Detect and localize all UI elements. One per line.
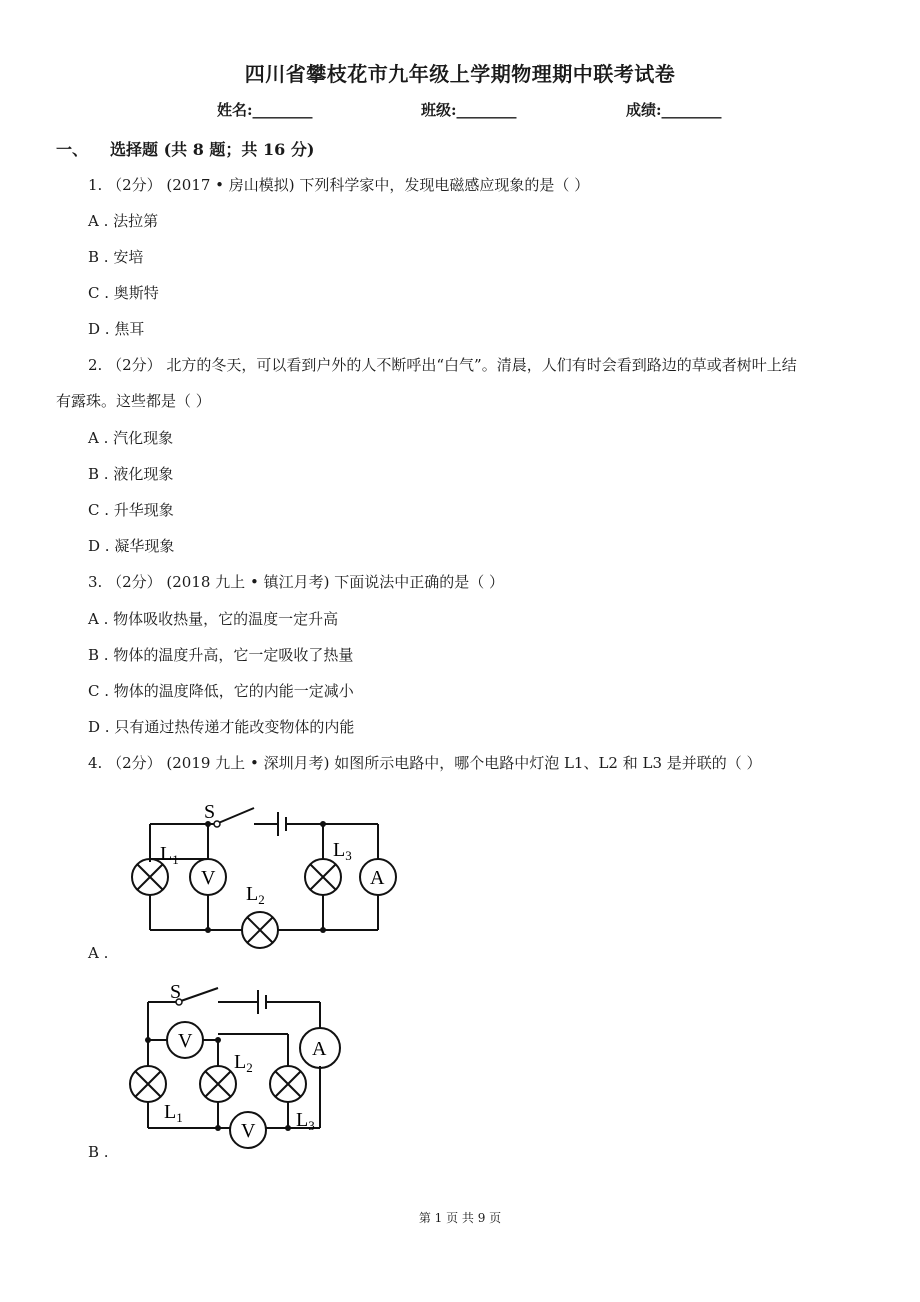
circuit-b-l2-label: $L_2$ xyxy=(234,1051,253,1075)
question-3-option-b: B . 物体的温度升高，它一定吸收了热量 xyxy=(88,646,354,664)
question-4-option-b: B . xyxy=(88,1143,109,1161)
question-2-option-b: B . 液化现象 xyxy=(88,465,174,483)
question-2-option-a: A . 汽化现象 xyxy=(88,429,174,447)
question-1-option-d: D . 焦耳 xyxy=(88,320,145,338)
circuit-a-voltmeter-label: V xyxy=(201,867,216,889)
circuit-a-l3-label: $L_3$ xyxy=(333,839,352,863)
page-footer: 第 1 页 共 9 页 xyxy=(418,1211,502,1225)
circuit-a-l2-label: $L_2$ xyxy=(246,883,265,907)
question-3-option-c: C . 物体的温度降低，它的内能一定减小 xyxy=(88,682,354,700)
question-4-stem: 4. （2分） (2019 九上 • 深圳月考) 如图所示电路中，哪个电路中灯泡 L1、L2 和 L3 是并联的（ ） xyxy=(88,754,762,772)
circuit-b-switch-label: S xyxy=(170,981,182,1003)
score-field: 成绩:________ xyxy=(626,101,722,119)
circuit-b-l1-label: $L_1$ xyxy=(164,1101,183,1125)
question-2-stem-line2: 有露珠。这些都是（ ） xyxy=(56,392,211,410)
class-field: 班级:________ xyxy=(421,101,517,119)
question-2-stem-line1: 2. （2分） 北方的冬天，可以看到户外的人不断呼出“白气”。清晨，人们有时会看到路边的草或者树叶上结 xyxy=(88,356,797,374)
question-3-option-d: D . 只有通过热传递才能改变物体的内能 xyxy=(88,718,355,736)
section-title: 选择题 (共 8 题；共 16 分) xyxy=(110,140,315,159)
question-1-option-c: C . 奥斯特 xyxy=(88,284,159,302)
question-3-stem: 3. （2分） (2018 九上 • 镇江月考) 下面说法中正确的是（ ） xyxy=(88,573,504,591)
question-1-option-a: A . 法拉第 xyxy=(88,212,159,230)
section-number: 一、 xyxy=(56,140,89,159)
question-4-option-a: A . xyxy=(88,944,109,962)
circuit-b-voltmeter-top-label: V xyxy=(178,1030,193,1052)
circuit-a-switch-label: S xyxy=(204,801,216,823)
question-2-option-c: C . 升华现象 xyxy=(88,501,174,519)
circuit-a-ammeter-label: A xyxy=(370,867,385,889)
exam-title: 四川省攀枝花市九年级上学期物理期中联考试卷 xyxy=(244,62,676,86)
question-3-option-a: A . 物体吸收热量，它的温度一定升高 xyxy=(88,610,339,628)
circuit-b-voltmeter-bottom-label: V xyxy=(241,1120,256,1142)
circuit-b-ammeter-label: A xyxy=(312,1038,327,1060)
question-1-option-b: B . 安培 xyxy=(88,248,144,266)
circuit-a-l1-label: $L_1$ xyxy=(160,843,179,867)
question-2-option-d: D . 凝华现象 xyxy=(88,537,175,555)
circuit-diagram-b xyxy=(120,978,360,1158)
name-field: 姓名:________ xyxy=(217,101,313,119)
question-1-stem: 1. （2分） (2017 • 房山模拟) 下列科学家中，发现电磁感应现象的是（ ） xyxy=(88,176,590,194)
circuit-b-l3-label: $L_3$ xyxy=(296,1109,315,1133)
section-heading xyxy=(56,137,314,160)
circuit-diagram-a xyxy=(128,790,408,955)
